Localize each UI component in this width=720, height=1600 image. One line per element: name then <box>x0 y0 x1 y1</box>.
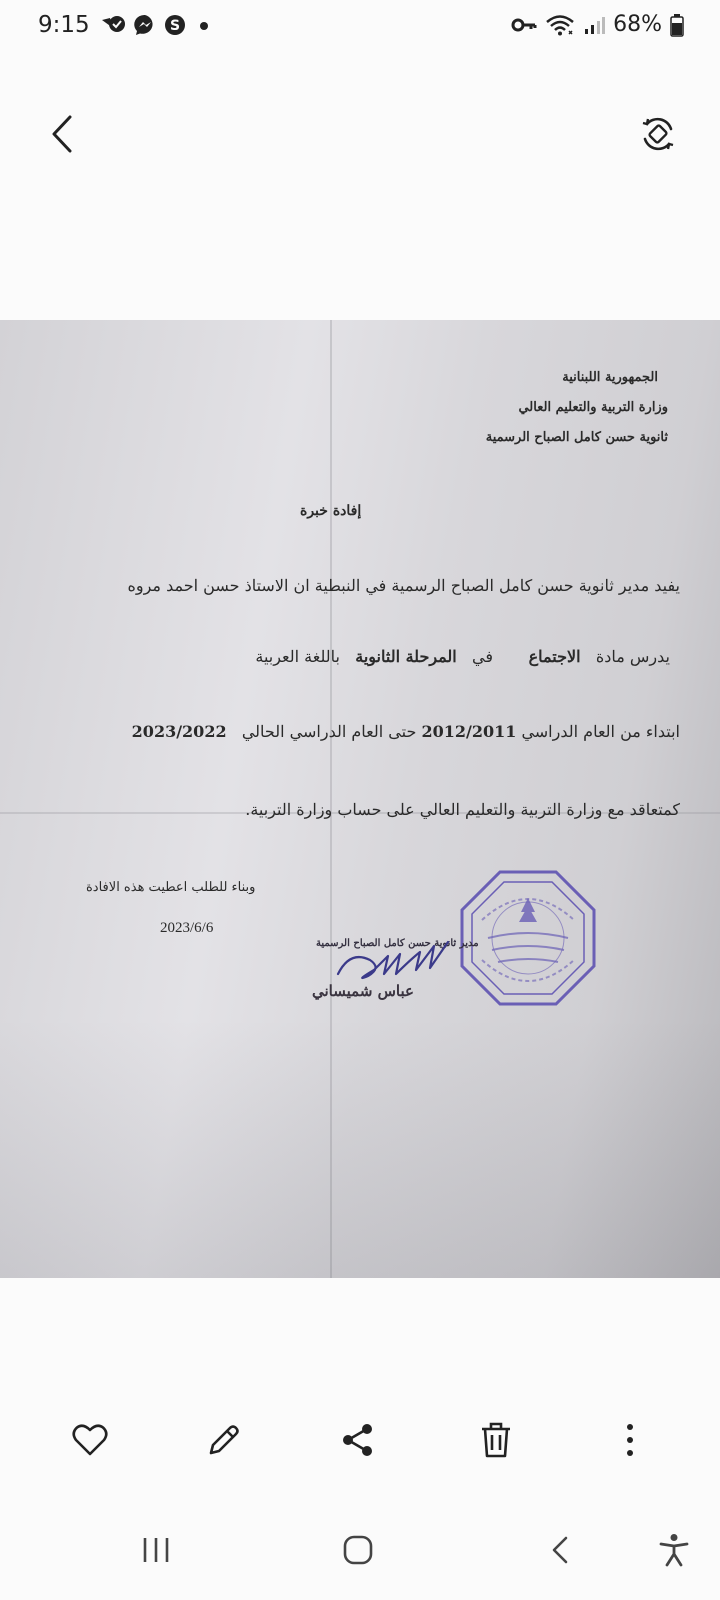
status-bar <box>0 0 720 52</box>
signal-icon <box>583 14 605 36</box>
doc-line-3-b: حتى العام الدراسي الحالي <box>241 722 417 741</box>
svg-text:S: S <box>169 18 181 34</box>
doc-header-school: ثانوية حسن كامل الصباح الرسمية <box>485 430 668 445</box>
pencil-icon <box>206 1422 242 1458</box>
accessibility-button[interactable] <box>644 1520 704 1580</box>
favorite-button[interactable] <box>60 1410 120 1470</box>
status-time: 9:15 <box>38 12 90 38</box>
doc-line-2-a: يدرس مادة <box>595 647 670 666</box>
doc-line-3-a: ابتداء من العام الدراسي <box>521 722 680 741</box>
system-nav-bar <box>0 1520 720 1590</box>
doc-title: إفادة خبرة <box>300 503 362 519</box>
doc-signatory-name: عباس شميساني <box>312 982 414 1000</box>
doc-closing: وبناء للطلب اعطيت هذه الافادة <box>86 880 256 895</box>
heart-icon <box>72 1423 108 1457</box>
back-button[interactable] <box>40 112 84 156</box>
doc-header-republic: الجمهورية اللبنانية <box>562 370 658 385</box>
doc-year-from: 2012/2011 <box>421 722 517 741</box>
doc-line-4: كمتعاقد مع وزارة التربية والتعليم العالي على حساب وزارة التربية. <box>245 800 680 819</box>
doc-subject: الاجتماع <box>528 647 581 666</box>
recent-apps-button[interactable] <box>126 1520 186 1580</box>
trash-icon <box>480 1421 512 1459</box>
delete-button[interactable] <box>466 1410 526 1470</box>
s-app-icon <box>164 14 186 36</box>
home-button[interactable] <box>328 1520 388 1580</box>
edit-button[interactable] <box>194 1410 254 1470</box>
recent-apps-icon <box>141 1536 171 1564</box>
doc-header-ministry: وزارة التربية والتعليم العالي <box>518 400 668 415</box>
more-vertical-icon <box>625 1423 635 1457</box>
doc-year-to: 2023/2022 <box>131 722 227 741</box>
photo-action-bar <box>0 1410 720 1490</box>
battery-icon <box>670 13 684 37</box>
system-status-icons <box>511 12 684 37</box>
share-icon <box>341 1422 375 1458</box>
back-icon <box>550 1535 570 1565</box>
handwritten-signature-icon <box>330 930 460 990</box>
messenger-icon <box>134 14 156 36</box>
doc-stage: المرحلة الثانوية <box>355 647 457 666</box>
doc-line-2-b: في <box>472 647 493 666</box>
doc-line-3 <box>132 722 680 741</box>
doc-line-2 <box>255 647 670 666</box>
official-stamp-icon <box>458 868 598 1008</box>
chevron-left-icon <box>50 114 74 154</box>
check-notification-icon <box>100 14 126 36</box>
paper-shadow <box>0 1018 720 1278</box>
nav-back-button[interactable] <box>530 1520 590 1580</box>
wifi-icon <box>545 13 575 37</box>
battery-percent: 68% <box>613 12 662 37</box>
key-icon <box>511 14 537 36</box>
share-button[interactable] <box>328 1410 388 1470</box>
auto-rotate-icon <box>639 115 677 153</box>
home-icon <box>342 1534 374 1566</box>
accessibility-icon <box>659 1533 689 1567</box>
notification-icons <box>100 14 214 36</box>
doc-line-1: يفيد مدير ثانوية حسن كامل الصباح الرسمية في النبطية ان الاستاذ حسن احمد مروه <box>127 576 680 595</box>
more-notifications-dot-icon <box>194 14 214 36</box>
doc-date: 2023/6/6 <box>160 920 214 936</box>
doc-signatory-title: مدير ثانوية حسن كامل الصباح الرسمية <box>316 938 479 949</box>
more-options-button[interactable] <box>600 1410 660 1470</box>
doc-line-2-c: باللغة العربية <box>255 647 340 666</box>
document-photo[interactable] <box>0 320 720 1278</box>
rotate-button[interactable] <box>636 112 680 156</box>
